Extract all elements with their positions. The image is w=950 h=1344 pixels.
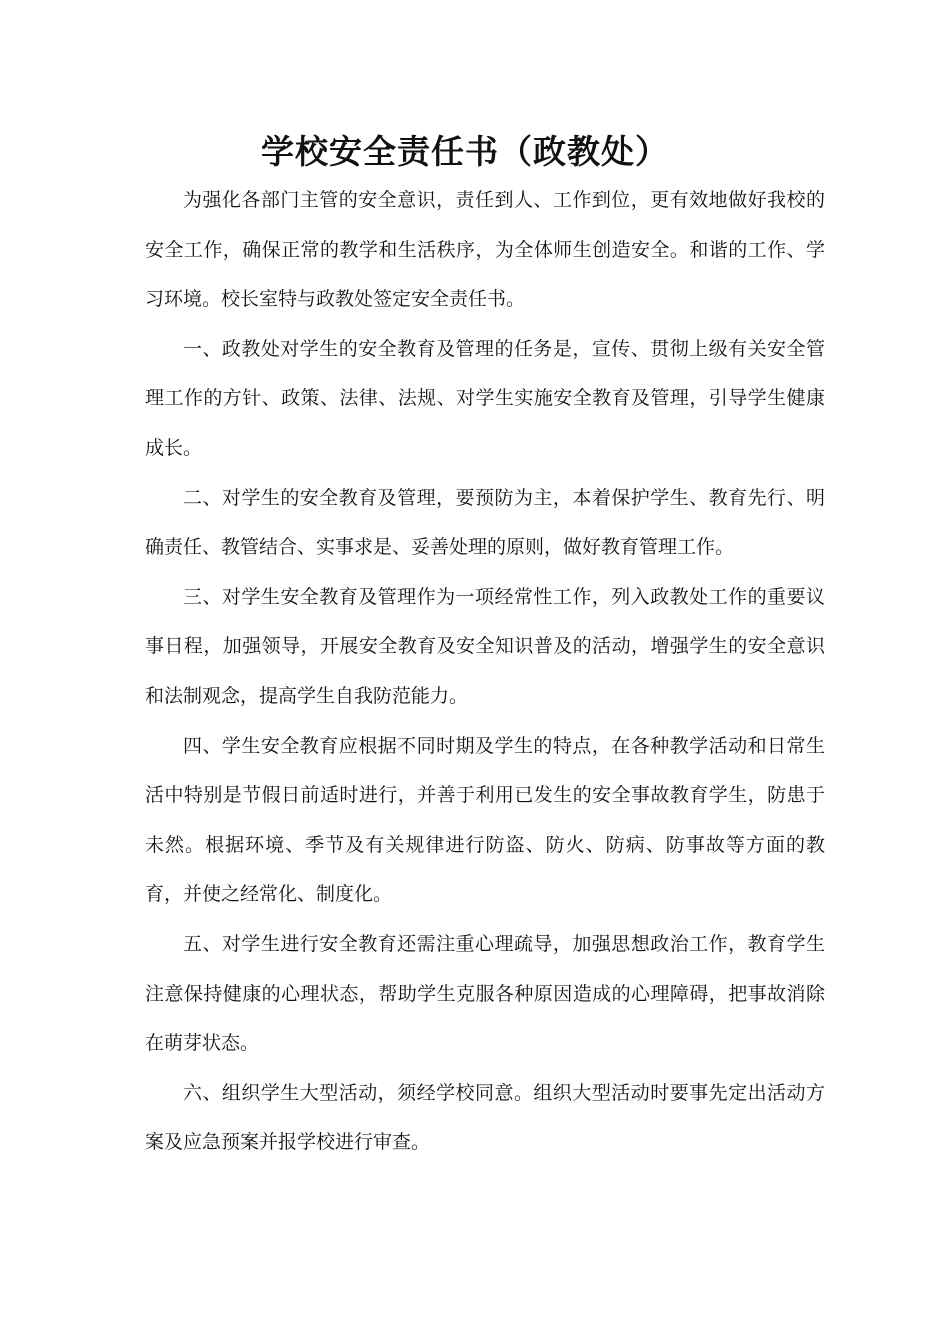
paragraph-6: 六、组织学生大型活动，须经学校同意。组织大型活动时要事先定出活动方案及应急预案并报学校进行审查。 <box>145 1081 825 1154</box>
paragraph-4: 四、学生安全教育应根据不同时期及学生的特点，在各种教学活动和日常生活中特别是节假日前适时进行，并善于利用已发生的安全事故教育学生，防患于未然。根据环境、季节及有关规律进行防盗、防火、防病、防事故等方面的教育，并使之经常化、制度化。 <box>145 734 825 906</box>
document-body <box>145 176 825 1168</box>
document-title: 学校安全责任书（政教处） <box>261 132 669 171</box>
paragraph-1: 一、政教处对学生的安全教育及管理的任务是，宣传、贯彻上级有关安全管理工作的方针、政策、法律、法规、对学生实施安全教育及管理，引导学生健康成长。 <box>145 337 825 459</box>
paragraph-3: 三、对学生安全教育及管理作为一项经常性工作，列入政教处工作的重要议事日程，加强领导，开展安全教育及安全知识普及的活动，增强学生的安全意识和法制观念，提高学生自我防范能力。 <box>145 585 825 707</box>
paragraph-5: 五、对学生进行安全教育还需注重心理疏导，加强思想政治工作，教育学生注意保持健康的心理状态，帮助学生克服各种原因造成的心理障碍，把事故消除在萌芽状态。 <box>145 932 825 1055</box>
paragraph-2: 二、对学生的安全教育及管理，要预防为主，本着保护学生、教育先行、明确责任、教管结合、实事求是、妥善处理的原则，做好教育管理工作。 <box>145 486 825 559</box>
paragraph-intro: 为强化各部门主管的安全意识，责任到人、工作到位，更有效地做好我校的安全工作，确保正常的教学和生活秩序，为全体师生创造安全。和谐的工作、学习环境。校长室特与政教处签定安全责任书。 <box>145 189 825 311</box>
